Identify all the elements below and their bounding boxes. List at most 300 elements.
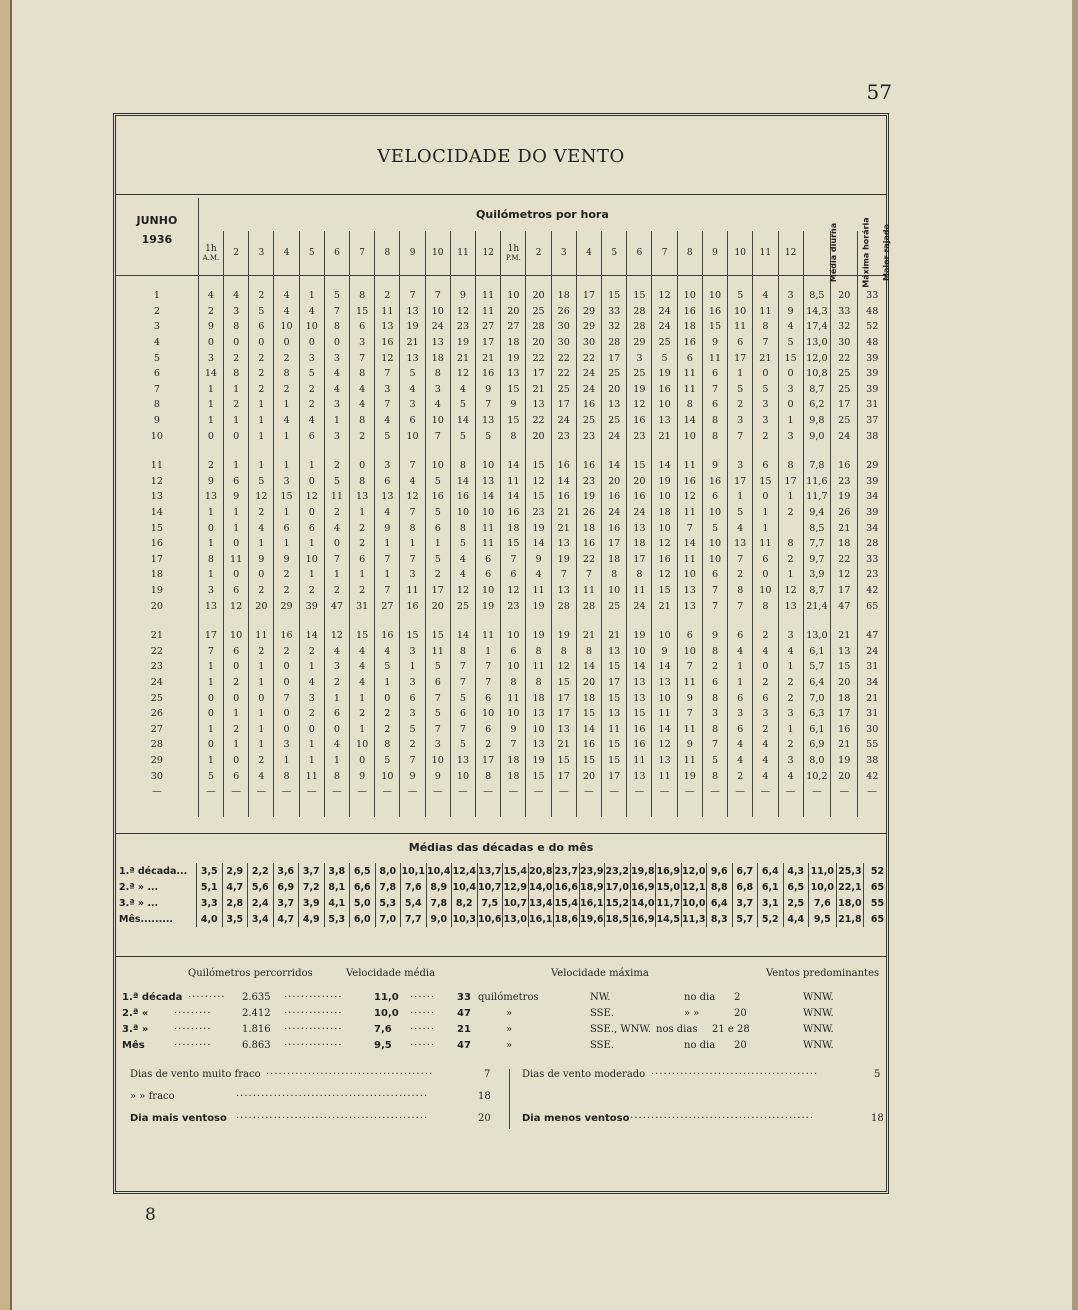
value-cell: 2 xyxy=(274,382,299,398)
value-cell: 1 xyxy=(249,706,274,722)
value-cell: 21 xyxy=(831,520,858,536)
value-cell: 2 xyxy=(375,288,400,304)
value-cell: 4 xyxy=(375,505,400,521)
vel-max-unit: quilómetros xyxy=(478,992,539,1003)
value-cell: 29 xyxy=(858,458,886,474)
footer-number: 8 xyxy=(145,1205,156,1225)
value-cell: 29 xyxy=(576,319,601,335)
value-cell: 20 xyxy=(425,598,450,614)
value-cell: 0 xyxy=(198,706,223,722)
value-cell: 4 xyxy=(728,737,753,753)
value-cell: 21 xyxy=(476,350,501,366)
value-cell: 7 xyxy=(450,659,475,675)
average-value: 7,7 xyxy=(401,911,427,927)
value-cell: 4 xyxy=(324,366,349,382)
table-row xyxy=(116,768,886,784)
value-cell: 16 xyxy=(627,489,652,505)
value-cell: 0 xyxy=(753,366,778,382)
value-cell: 8 xyxy=(627,567,652,583)
value-cell: 7 xyxy=(728,428,753,444)
value-cell: 3 xyxy=(627,350,652,366)
value-cell: 24 xyxy=(602,428,627,444)
value-cell: 6 xyxy=(350,319,375,335)
value-cell: 13 xyxy=(602,706,627,722)
value-cell: 2 xyxy=(198,458,223,474)
value-cell: 0 xyxy=(224,690,249,706)
value-cell: 12 xyxy=(831,567,858,583)
value-cell: 8 xyxy=(501,428,526,444)
value-cell: 1 xyxy=(299,567,324,583)
average-value: 65 xyxy=(864,911,891,927)
value-cell: 11 xyxy=(652,706,677,722)
day-cell: 10 xyxy=(150,430,164,442)
average-value: 9,5 xyxy=(809,911,837,927)
value-cell: 2 xyxy=(249,288,274,304)
value-cell: 10 xyxy=(677,428,702,444)
value-cell: 6 xyxy=(450,706,475,722)
average-value: 4,4 xyxy=(783,911,809,927)
value-cell: 1 xyxy=(778,489,803,505)
value-cell: 13 xyxy=(450,753,475,769)
value-cell: 7 xyxy=(677,706,702,722)
value-cell: 7 xyxy=(375,366,400,382)
value-cell: 21 xyxy=(551,520,576,536)
value-cell: 7 xyxy=(728,598,753,614)
value-cell: 10,8 xyxy=(803,366,830,382)
value-cell: 7 xyxy=(753,335,778,351)
value-cell: 4 xyxy=(375,643,400,659)
value-cell: 1 xyxy=(728,659,753,675)
value-cell: 22 xyxy=(831,552,858,568)
value-cell: 16 xyxy=(627,413,652,429)
value-cell: 8 xyxy=(702,643,727,659)
value-cell: 25 xyxy=(450,598,475,614)
value-cell: 4 xyxy=(753,753,778,769)
value-cell: 3 xyxy=(198,350,223,366)
value-cell: 10 xyxy=(400,428,425,444)
value-cell: 3 xyxy=(299,690,324,706)
value-cell: 6 xyxy=(702,366,727,382)
value-cell: 39 xyxy=(299,598,324,614)
value-cell: 9,7 xyxy=(803,552,830,568)
value-cell: 12 xyxy=(652,567,677,583)
value-cell: 9,8 xyxy=(803,413,830,429)
vel-media-value: 9,5 xyxy=(374,1040,392,1051)
value-cell: 3 xyxy=(400,706,425,722)
hour-header: 8 xyxy=(677,231,702,276)
value-cell: 8,5 xyxy=(803,520,830,536)
value-cell: 24 xyxy=(652,319,677,335)
value-cell: 17 xyxy=(627,552,652,568)
average-value: 3,5 xyxy=(222,911,248,927)
value-cell: 14 xyxy=(652,721,677,737)
value-cell: 30 xyxy=(576,335,601,351)
value-cell: 2 xyxy=(702,659,727,675)
value-cell: 0 xyxy=(274,675,299,691)
value-cell: 3 xyxy=(324,428,349,444)
value-cell: 20 xyxy=(831,675,858,691)
day-cell: 1 xyxy=(153,290,160,302)
value-cell: 13 xyxy=(198,598,223,614)
value-cell: 25 xyxy=(526,304,551,320)
value-cell: 16 xyxy=(576,458,601,474)
value-cell: 0 xyxy=(274,335,299,351)
value-cell: 0 xyxy=(198,737,223,753)
value-cell: 15 xyxy=(652,583,677,599)
value-cell: 0 xyxy=(224,536,249,552)
value-cell: 0 xyxy=(753,659,778,675)
value-cell: 19 xyxy=(551,628,576,644)
value-cell: 13 xyxy=(425,335,450,351)
value-cell: 14 xyxy=(652,659,677,675)
average-value: 3,5 xyxy=(197,863,223,879)
value-cell: 1 xyxy=(350,567,375,583)
average-value: 14,0 xyxy=(630,895,656,911)
value-cell: 1 xyxy=(324,753,349,769)
value-cell: 10 xyxy=(450,768,475,784)
value-cell: 8 xyxy=(476,768,501,784)
value-cell: 14 xyxy=(551,474,576,490)
table-row xyxy=(116,382,886,398)
value-cell: 2 xyxy=(728,397,753,413)
value-cell: 16 xyxy=(702,474,727,490)
value-cell: 2 xyxy=(350,706,375,722)
stat-header: Máxima horária xyxy=(831,231,858,276)
value-cell: 12 xyxy=(526,474,551,490)
value-cell: 2 xyxy=(778,737,803,753)
vel-max-value: 47 xyxy=(457,1040,471,1051)
value-cell: 7 xyxy=(450,721,475,737)
value-cell: 7 xyxy=(501,737,526,753)
day-cell: 5 xyxy=(153,352,160,364)
value-cell: 13,0 xyxy=(803,628,830,644)
average-value: 5,2 xyxy=(758,911,784,927)
average-value: 8,2 xyxy=(452,895,478,911)
leader-dots: ·············· xyxy=(284,1040,343,1051)
value-cell: 5 xyxy=(425,552,450,568)
value-cell: 6 xyxy=(753,690,778,706)
value-cell: 5 xyxy=(400,721,425,737)
hour-header: 7 xyxy=(350,231,375,276)
value-cell: 14 xyxy=(652,458,677,474)
value-cell: 6 xyxy=(677,350,702,366)
value-cell: 7 xyxy=(702,382,727,398)
average-value: 14,5 xyxy=(656,911,682,927)
value-cell: 15 xyxy=(501,382,526,398)
value-cell: 16 xyxy=(831,721,858,737)
value-cell: 24 xyxy=(652,304,677,320)
value-cell: 19 xyxy=(677,768,702,784)
day-cell: 11 xyxy=(150,460,164,472)
value-cell: 0 xyxy=(274,721,299,737)
value-cell: 8 xyxy=(702,768,727,784)
value-cell: 28 xyxy=(602,335,627,351)
value-cell: 11 xyxy=(224,552,249,568)
value-cell: 6 xyxy=(224,583,249,599)
average-value: 10,3 xyxy=(452,911,478,927)
value-cell: 10 xyxy=(425,753,450,769)
average-value: 18,0 xyxy=(836,895,864,911)
mais-ventoso-label: Dia mais ventoso xyxy=(130,1113,227,1124)
value-cell: 4 xyxy=(350,643,375,659)
table-row xyxy=(116,536,886,552)
value-cell: 10 xyxy=(677,643,702,659)
leader-dots: ········· xyxy=(174,1008,212,1019)
value-cell: 11 xyxy=(576,583,601,599)
value-cell: 22 xyxy=(576,552,601,568)
value-cell: 21 xyxy=(526,382,551,398)
value-cell: 4 xyxy=(778,768,803,784)
value-cell: 12 xyxy=(324,628,349,644)
value-cell: 3 xyxy=(778,382,803,398)
value-cell: 1 xyxy=(324,690,349,706)
value-cell: 1 xyxy=(350,721,375,737)
value-cell: 10 xyxy=(501,288,526,304)
book-spine-edge xyxy=(10,0,12,1310)
value-cell: 12 xyxy=(551,659,576,675)
value-cell: 0 xyxy=(249,567,274,583)
value-cell: 7 xyxy=(476,397,501,413)
average-value: 3,3 xyxy=(197,895,223,911)
value-cell: 2 xyxy=(375,721,400,737)
leader-dots: ······ xyxy=(410,1024,436,1035)
value-cell: 26 xyxy=(551,304,576,320)
value-cell: 42 xyxy=(858,583,886,599)
value-cell: 24 xyxy=(858,643,886,659)
day-cell: 14 xyxy=(150,507,164,519)
value-cell: 3 xyxy=(375,458,400,474)
value-cell: 28 xyxy=(858,536,886,552)
value-cell: 3 xyxy=(324,350,349,366)
value-cell: 1 xyxy=(198,567,223,583)
value-cell: 1 xyxy=(249,428,274,444)
value-cell: 29 xyxy=(576,304,601,320)
value-cell: 11 xyxy=(728,319,753,335)
value-cell: 20 xyxy=(501,304,526,320)
value-cell: 18 xyxy=(652,505,677,521)
value-cell: 17 xyxy=(831,583,858,599)
value-cell: 2 xyxy=(249,366,274,382)
value-cell: 47 xyxy=(324,598,349,614)
value-cell: 19 xyxy=(476,598,501,614)
km-value: 2.635 xyxy=(242,992,271,1003)
value-cell: 12 xyxy=(450,366,475,382)
value-cell: 7,0 xyxy=(803,690,830,706)
value-cell: 16 xyxy=(576,397,601,413)
value-cell: 1 xyxy=(249,458,274,474)
value-cell: 12 xyxy=(299,489,324,505)
day-cell: 8 xyxy=(153,399,160,411)
value-cell: 6 xyxy=(753,458,778,474)
day-cell: 4 xyxy=(153,337,160,349)
value-cell: 11 xyxy=(677,458,702,474)
value-cell: 17 xyxy=(728,474,753,490)
value-cell: 7 xyxy=(375,583,400,599)
average-value: 15,0 xyxy=(656,879,682,895)
muito-fraco-value: 7 xyxy=(484,1069,491,1080)
table-row xyxy=(116,428,886,444)
vel-max-unit: » xyxy=(506,1024,513,1035)
value-cell: 10 xyxy=(652,489,677,505)
leader-dots: ······ xyxy=(410,992,436,1003)
vel-media-value: 10,0 xyxy=(374,1008,399,1019)
value-cell: 14 xyxy=(602,458,627,474)
table-row xyxy=(116,458,886,474)
table-row xyxy=(116,413,886,429)
average-value: 17,0 xyxy=(605,879,631,895)
value-cell: 14 xyxy=(677,413,702,429)
value-cell: 18 xyxy=(501,753,526,769)
value-cell: 0 xyxy=(198,335,223,351)
value-cell: 25 xyxy=(652,335,677,351)
value-cell: 19 xyxy=(526,520,551,536)
value-cell: 2 xyxy=(299,583,324,599)
table-row xyxy=(116,583,886,599)
value-cell: 0 xyxy=(753,489,778,505)
value-cell: 5 xyxy=(375,659,400,675)
vel-max-direction: SSE., WNW. xyxy=(590,1024,652,1035)
predom-header: Ventos predominantes xyxy=(766,968,880,979)
value-cell: 9 xyxy=(249,552,274,568)
value-cell: 27 xyxy=(476,319,501,335)
value-cell: 19 xyxy=(831,489,858,505)
table-row xyxy=(116,643,886,659)
average-value: 4,9 xyxy=(299,911,325,927)
value-cell: 3 xyxy=(778,753,803,769)
value-cell: 14 xyxy=(677,536,702,552)
wind-speed-table: JUNHO 1936 Quilómetros por hora 1h A.M. 2 3 4 5 6 7 8 9 10 11 12 1h P.M. 2 3 4 5 6 7 8 9 10 11 12 Média diurna Máxima horária Maior rajada 1 4 4 2 4 1 5 8 2 7 7 9 11 10 20 18 17 15 15 12 10 10 5 4 3 8,5 20 33 2 2 3 5 4 4 7 15 11 13 10 12 11 20 25 26 29 33 28 24 16 16 10 11 9 14,3 33 48 3 9 8 6 10 10 8 6 13 19 24 23 27 27 28 30 29 32 28 24 18 15 11 8 4 17,4 32 52 4 0 0 0 0 0 0 3 16 21 13 19 17 18 20 30 30 28 29 25 16 9 6 7 5 13,0 30 48 5 3 2 2 2 3 3 7 12 13 18 21 21 19 22 22 22 17 3 5 6 11 17 21 15 12,0 22 39 6 14 8 2 8 5 4 8 7 5 8 12 16 13 17 22 24 25 25 19 11 6 1 0 0 10,8 25 39 7 1 1 2 2 2 4 4 3 4 3 4 9 15 21 25 24 20 19 16 11 7 5 5 3 8,7 25 39 8 1 2 1 1 2 3 4 7 3 4 5 7 9 13 17 16 13 12 10 8 6 2 3 0 6,2 17 31 9 1 1 1 4 4 1 8 4 6 10 14 13 15 22 24 25 25 16 13 14 8 3 3 1 9,8 25 37 10 0 0 1 1 6 3 2 5 10 7 5 5 8 20 23 23 24 23 21 10 8 7 2 3 9,0 24 38 11 2 1 1 1 1 2 0 3 7 10 8 10 14 15 16 16 14 15 14 11 9 3 6 8 7,8 16 29 12 9 6 5 3 0 5 8 6 4 5 14 13 11 12 14 23 20 20 19 16 16 17 15 17 11,6 23 39 13 13 9 12 15 12 11 13 13 12 16 16 14 14 15 16 19 16 16 10 12 6 1 0 1 11,7 19 34 14 1 1 2 1 0 2 1 4 7 5 10 10 16 23 21 26 24 24 18 11 10 5 1 2 9,4 26 39 15 0 1 4 6 6 4 2 9 8 6 8 11 18 19 21 18 16 13 10 7 5 4 1 8,5 21 34 16 1 0 1 1 1 0 2 1 1 1 5 11 15 14 13 16 17 18 12 14 10 13 11 8 7,7 18 28 17 8 11 9 9 10 7 6 7 7 5 4 6 7 9 19 22 18 17 16 11 10 7 6 2 9,7 22 33 18 1 0 0 2 1 1 1 1 3 2 4 6 6 4 7 7 8 8 12 10 6 2 0 1 3,9 12 23 19 3 6 2 2 2 2 2 7 11 17 12 10 12 11 13 11 10 11 15 13 7 8 10 12 8,7 17 42 20 13 12 20 29 39 47 31 27 16 20 25 19 23 19 28 28 25 24 21 13 7 7 8 13 21,4 47 65 21 17 10 11 16 14 12 15 16 15 15 14 11 10 19 19 21 21 19 10 6 9 6 2 3 13,0 21 47 22 7 6 2 2 2 4 4 4 3 11 8 1 6 8 8 8 13 10 9 10 8 4 4 4 6,1 13 24 23 1 0 1 0 1 3 4 5 1 5 7 7 10 11 12 14 15 14 14 7 2 1 0 1 5,7 15 31 24 1 2 1 0 4 2 4 1 3 6 7 7 8 8 15 20 17 13 13 11 6 1 2 2 6,4 20 34 25 0 0 0 7 3 1 1 0 6 7 5 6 11 18 17 18 15 13 10 9 8 6 6 2 7,0 18 21 26 0 1 1 0 2 6 2 2 3 5 6 10 10 13 17 15 13 15 11 7 3 3 3 3 6,3 17 31 27 1 2 1 0 0 0 1 2 5 7 7 6 9 10 13 14 11 16 14 11 8 6 2 1 6,1 16 30 28 0 1 1 3 1 4 10 8 2 3 5 2 7 13 21 16 15 16 12 9 7 4 4 2 6,9 21 55 29 1 0 2 1 1 1 0 5 7 10 13 17 18 19 15 15 15 11 13 11 5 4 4 3 8,0 19 38 30 5 6 4 8 11 8 9 10 9 9 10 8 18 15 17 20 17 13 11 19 8 2 4 4 10,2 20 42 — — — — — — — — — — — — — — — — — — — — — — — — — — — — xyxy=(116,198,886,817)
value-cell: 6 xyxy=(501,643,526,659)
value-cell: 34 xyxy=(858,675,886,691)
average-value: 16,1 xyxy=(579,895,605,911)
page-number: 57 xyxy=(866,80,892,104)
value-cell: 13 xyxy=(551,583,576,599)
value-cell: 11 xyxy=(299,768,324,784)
value-cell: 1 xyxy=(224,458,249,474)
averages-title: Médias das décadas e do mês xyxy=(408,841,594,854)
vel-max-when: no dia xyxy=(684,992,716,1003)
value-cell: 24 xyxy=(425,319,450,335)
value-cell: 6 xyxy=(350,552,375,568)
value-cell: 8,5 xyxy=(803,288,830,304)
value-cell: 2 xyxy=(476,737,501,753)
value-cell: 10 xyxy=(526,721,551,737)
value-cell: 11 xyxy=(677,721,702,737)
value-cell: 18 xyxy=(501,335,526,351)
value-cell: 2 xyxy=(299,706,324,722)
value-cell: 5 xyxy=(249,304,274,320)
value-cell: 0 xyxy=(778,397,803,413)
value-cell: 15 xyxy=(526,458,551,474)
value-cell: 3 xyxy=(728,706,753,722)
value-cell: 1 xyxy=(198,397,223,413)
value-cell: 24 xyxy=(576,366,601,382)
value-cell: 5 xyxy=(400,366,425,382)
average-value: 4,7 xyxy=(222,879,248,895)
table-row xyxy=(116,628,886,644)
value-cell: 14 xyxy=(576,659,601,675)
value-cell: 39 xyxy=(858,366,886,382)
vel-max-day: 20 xyxy=(734,1008,747,1019)
value-cell: 6 xyxy=(677,628,702,644)
value-cell: 6 xyxy=(299,520,324,536)
value-cell: 28 xyxy=(526,319,551,335)
day-cell: 9 xyxy=(153,415,160,427)
value-cell: 25 xyxy=(831,413,858,429)
value-cell: 11 xyxy=(677,753,702,769)
average-value: 6,5 xyxy=(783,879,809,895)
value-cell: 3 xyxy=(324,397,349,413)
value-cell: 33 xyxy=(858,288,886,304)
value-cell: 8 xyxy=(576,643,601,659)
value-cell: 1 xyxy=(324,567,349,583)
value-cell: 18 xyxy=(831,536,858,552)
value-cell: 10 xyxy=(224,628,249,644)
value-cell: 2 xyxy=(350,536,375,552)
average-value: 16,1 xyxy=(528,911,554,927)
table-frame: VELOCIDADE DO VENTO JUNHO 1936 Quilómetros por hora 1h A.M. 2 3 4 5 6 7 8 9 10 11 12 1h P.M. 2 3 4 5 6 7 8 9 10 11 12 Média diurna Máxima horária Maior rajada 1 4 4 2 4 1 5 8 2 7 7 9 11 10 20 18 17 15 15 12 10 10 5 4 3 8,5 20 33 2 2 3 5 4 4 7 15 11 13 10 12 11 20 25 26 29 33 28 24 16 16 10 11 9 14,3 33 48 3 9 8 6 10 10 8 6 13 19 24 23 27 27 28 30 29 32 28 24 18 15 11 8 4 17,4 32 52 4 0 0 0 0 0 0 3 16 21 13 19 17 18 20 30 30 28 29 25 16 9 6 7 5 13,0 30 48 5 3 2 2 2 3 3 7 12 13 18 21 21 19 22 22 22 17 3 5 6 11 17 21 15 12,0 22 39 6 14 8 2 8 5 4 8 7 5 8 12 16 13 17 22 24 25 25 19 11 6 1 0 0 10,8 25 39 7 1 1 2 2 2 4 4 3 4 3 4 9 15 21 25 24 20 19 16 11 7 5 5 3 8,7 25 39 8 1 2 1 1 2 3 4 7 3 4 5 7 9 13 17 16 13 12 10 8 6 2 3 0 6,2 17 31 9 1 1 1 4 4 1 8 4 6 10 14 13 15 22 24 25 25 16 13 14 8 3 3 1 9,8 25 37 10 0 0 1 1 6 3 2 5 10 7 5 5 8 20 23 23 24 23 21 10 8 7 2 3 9,0 24 38 11 2 1 1 1 1 2 0 3 7 10 8 10 14 15 16 16 14 15 14 11 9 3 6 8 7,8 16 29 12 9 6 5 3 0 5 8 6 4 5 14 13 11 12 14 23 20 20 19 16 16 17 15 17 11,6 23 39 13 13 9 12 15 12 11 13 13 12 16 16 14 14 15 16 19 16 16 10 12 6 1 0 1 11,7 19 34 14 1 1 2 1 0 2 1 4 7 5 10 10 16 23 21 26 24 24 18 11 10 5 1 2 9,4 26 39 15 0 1 4 6 6 4 2 9 8 6 8 11 18 19 21 18 16 13 10 7 5 4 1 8,5 21 34 16 1 0 1 1 1 0 2 1 1 1 5 11 15 14 13 16 17 18 12 14 10 13 11 8 7,7 18 28 17 8 11 9 9 10 7 6 7 7 5 4 6 7 9 19 22 18 17 16 11 10 7 6 2 9,7 22 33 18 1 0 0 2 1 1 1 1 3 2 4 6 6 4 7 7 8 8 12 10 6 2 0 1 3,9 12 23 19 3 6 2 2 2 2 2 7 11 17 12 10 12 11 13 11 10 11 15 13 7 8 10 12 8,7 17 42 20 13 12 20 29 39 47 31 27 16 20 25 19 23 19 28 28 25 24 21 13 7 7 8 13 21,4 47 65 21 17 10 11 16 14 12 15 16 15 15 14 11 10 19 19 21 21 19 10 6 9 6 2 3 13,0 21 47 22 7 6 2 2 2 4 4 4 3 11 8 1 6 8 8 8 13 10 9 10 8 4 4 4 6,1 13 24 23 1 0 1 0 1 3 4 5 1 5 7 7 10 11 12 14 15 14 14 7 2 1 0 1 5,7 15 31 24 1 2 1 0 4 2 4 1 3 6 7 7 8 8 15 20 17 13 13 11 6 1 2 2 6,4 20 34 25 0 0 0 7 3 1 1 0 6 7 5 6 11 18 17 18 15 13 10 9 8 6 6 2 7,0 18 21 26 0 1 1 0 2 6 2 2 3 5 6 10 10 13 17 15 13 15 11 7 3 3 3 3 6,3 17 31 27 1 2 1 0 0 0 1 2 5 7 7 6 9 10 13 14 11 16 14 11 8 6 2 1 6,1 16 30 28 0 1 1 3 1 4 10 8 2 3 5 2 7 13 21 16 15 16 12 9 7 4 4 2 6,9 21 55 29 1 0 2 1 1 1 0 5 7 10 13 17 18 19 15 15 15 11 13 11 5 4 4 3 8,0 19 38 30 5 6 4 8 11 8 9 10 9 9 10 8 18 15 17 20 17 13 11 19 8 2 4 4 10,2 20 42 — — — — — — — — — — — — — — — — — — — — — — — — — — — — Médias das décadas e do mês 1.ª década... 3,5 2,9 2,2 3,6 3,7 3,8 6,5 8,0 10,1 10,4 12,4 13,7 15,4 20,8 23,7 23,9 23,2 19,8 16,9 12,0 9,6 6,7 6,4 4,3 11,0 25,3 52 2.ª » ... 5,1 4,7 5,6 6,9 7,2 8,1 6,6 7,8 7,6 8,9 10,4 10,7 12,9 14,0 16,6 18,9 17,0 16,9 15,0 12,1 8,8 6,8 6,1 6,5 10,0 22,1 65 3.ª » ... 3,3 2,8 2,4 3,7 3,9 4,1 5,0 5,3 5,4 7,8 8,2 7,5 10,7 13,4 15,4 16,1 15,2 14,0 11,7 10,0 6,4 3,7 3,1 2,5 7,6 18,0 55 Mês......... 4,0 3,5 3,4 4,7 4,9 5,3 6,0 7,0 7,7 9,0 10,3 10,6 13,0 16,1 18,6 19,6 18,5 16,9 14,5 11,3 8,3 5,7 5,2 4,4 9,5 21,8 65 Quilómetros percorridos Velocidade média Velocidade máxima Ventos predominantes 1.ª década ········· 2.635 ·············· 11,0 ······ 33 quilómetros NW. no dia 2 WNW. 2.ª « ········· 2.412 ·············· 10,0 ······ 47 » SSE. » » 20 WNW. 3.ª » ········· 1.816 ·············· 7,6 ······ 21 » SSE., WNW. nos dias 21 e 28 WNW. Mês ········· 6.863 ·············· 9,5 ······ 47 » SSE. no dia 20 WNW. Dias de vento muito fraco ········································ 7 » » fraco ·············································· 18 Dia mais ventoso ·············································· 20 Dias de vento moderado ········································ 5 Dia menos ventoso ············································· 18 xyxy=(113,113,889,1194)
average-value: 3,1 xyxy=(758,895,784,911)
value-cell: 30 xyxy=(551,335,576,351)
value-cell: 19 xyxy=(450,335,475,351)
value-cell: 7 xyxy=(425,721,450,737)
average-value: 2,2 xyxy=(248,863,274,879)
value-cell: 17 xyxy=(476,753,501,769)
value-cell: 25 xyxy=(576,413,601,429)
day-cell: 23 xyxy=(150,661,164,673)
value-cell: 2 xyxy=(324,505,349,521)
km-header: Quilómetros percorridos xyxy=(188,968,313,979)
value-cell: 38 xyxy=(858,753,886,769)
value-cell: 1 xyxy=(753,520,778,536)
value-cell: 28 xyxy=(627,319,652,335)
average-value: 7,6 xyxy=(809,895,837,911)
value-cell: 6 xyxy=(224,474,249,490)
average-value: 2,4 xyxy=(248,895,274,911)
value-cell: 20 xyxy=(831,288,858,304)
page-edge xyxy=(1072,0,1078,1310)
value-cell: 2 xyxy=(425,567,450,583)
value-cell: 0 xyxy=(198,520,223,536)
value-cell: 18 xyxy=(627,536,652,552)
value-cell: 0 xyxy=(299,721,324,737)
value-cell: 32 xyxy=(831,319,858,335)
average-value: 10,0 xyxy=(681,895,707,911)
value-cell: 18 xyxy=(526,690,551,706)
table-row xyxy=(116,335,886,351)
value-cell: 39 xyxy=(858,505,886,521)
leader-dots: ········· xyxy=(188,992,226,1003)
value-cell: 6 xyxy=(476,567,501,583)
value-cell: 22 xyxy=(831,350,858,366)
value-cell: 22 xyxy=(576,350,601,366)
day-cell: 25 xyxy=(150,692,164,704)
value-cell: 8 xyxy=(350,366,375,382)
value-cell: 3 xyxy=(274,737,299,753)
value-cell: 23 xyxy=(627,428,652,444)
value-cell: 3 xyxy=(224,304,249,320)
hour-header: 5 xyxy=(299,231,324,276)
value-cell: 21 xyxy=(858,690,886,706)
hour-header: 9 xyxy=(400,231,425,276)
value-cell: 2 xyxy=(249,382,274,398)
day-cell: 17 xyxy=(150,553,164,565)
value-cell: 8 xyxy=(350,413,375,429)
value-cell: 13 xyxy=(198,489,223,505)
value-cell: 13 xyxy=(627,768,652,784)
value-cell: 3 xyxy=(778,428,803,444)
value-cell: 15 xyxy=(350,628,375,644)
